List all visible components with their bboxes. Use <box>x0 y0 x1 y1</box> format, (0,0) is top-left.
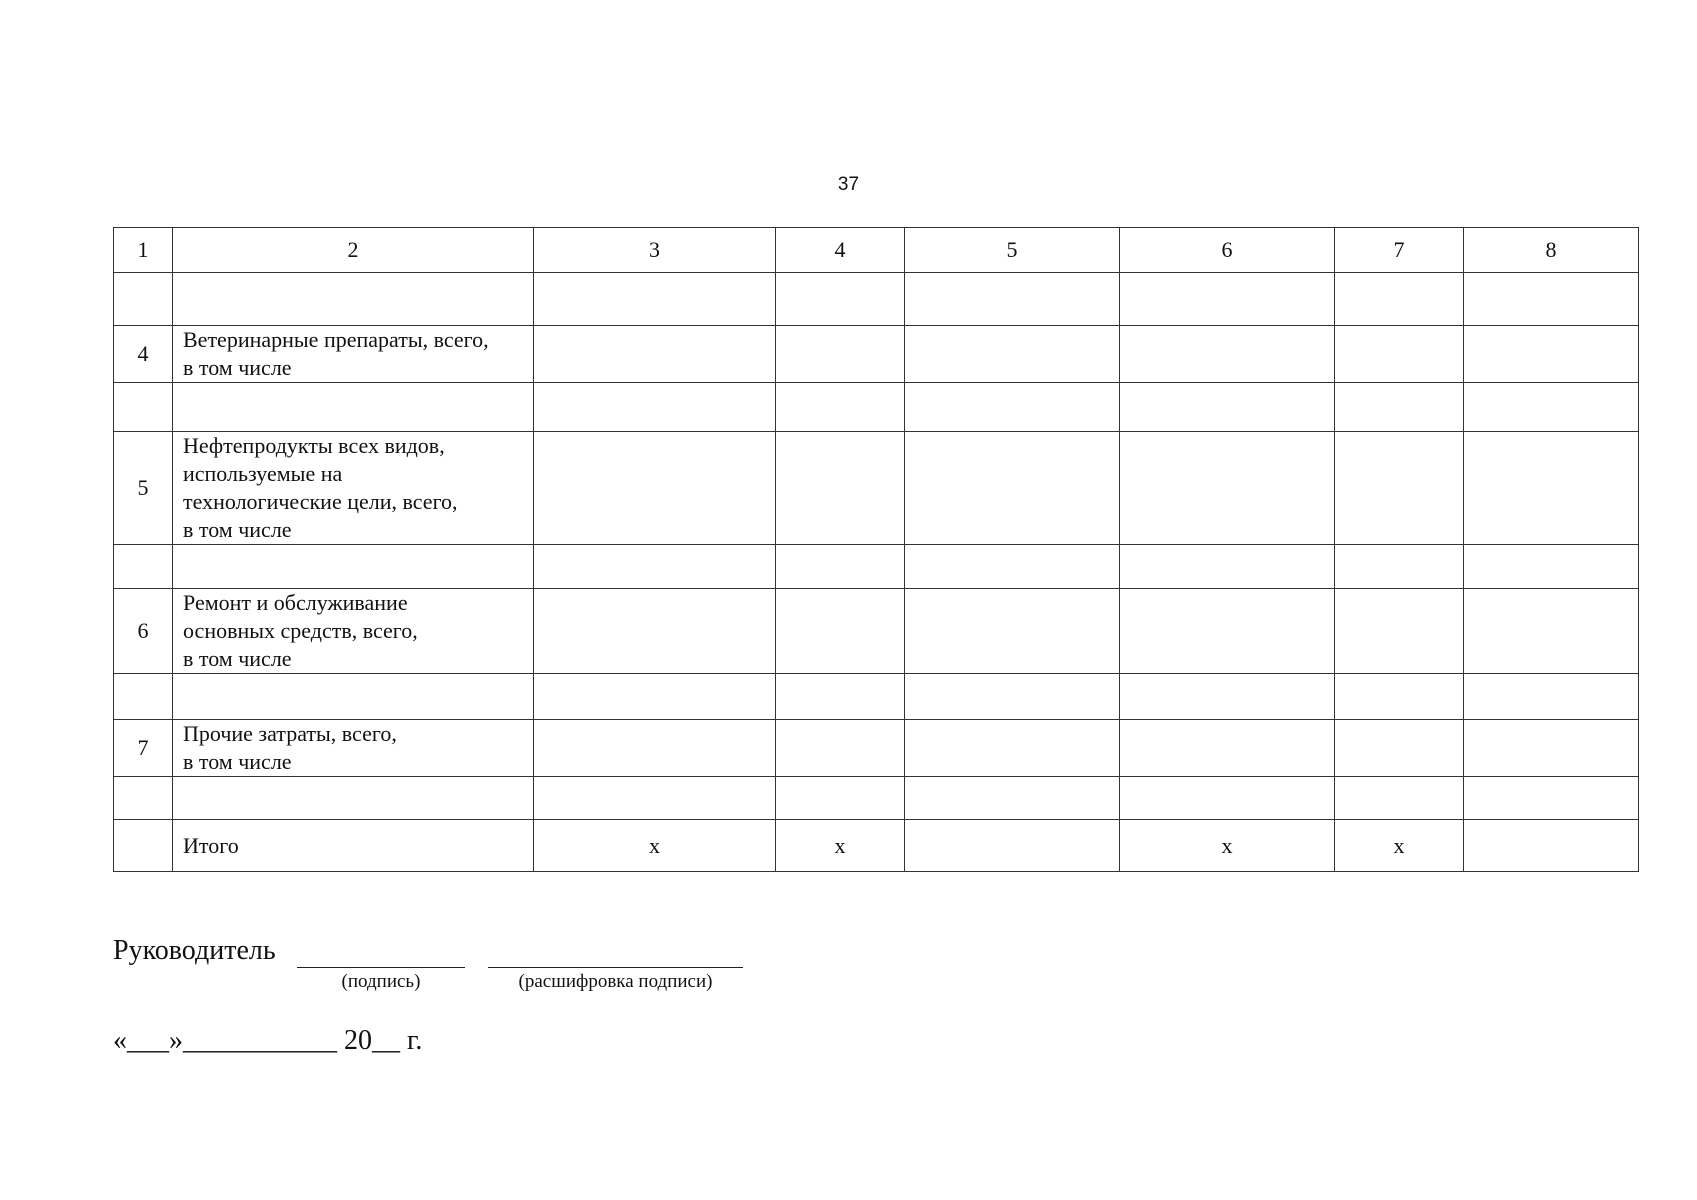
row-label-line: Прочие затраты, всего, <box>183 721 397 746</box>
data-cell-col-6 <box>1120 720 1335 777</box>
row-number-cell: 6 <box>114 589 173 674</box>
row-label-line: используемые на <box>183 461 343 486</box>
data-cell-col-5 <box>905 674 1120 720</box>
data-cell-col-3 <box>534 777 776 820</box>
data-cell-col-3 <box>534 674 776 720</box>
data-cell-col-7 <box>1335 326 1464 383</box>
header-cell-col-4: 4 <box>776 228 905 273</box>
header-cell-col-5: 5 <box>905 228 1120 273</box>
header-cell-col-2: 2 <box>173 228 534 273</box>
table-row <box>114 383 1639 432</box>
data-cell-col-7 <box>1335 777 1464 820</box>
data-cell-col-7 <box>1335 545 1464 589</box>
row-number-cell: 5 <box>114 432 173 545</box>
data-cell-col-4 <box>776 674 905 720</box>
data-cell-col-3 <box>534 589 776 674</box>
data-cell-col-3 <box>534 383 776 432</box>
data-cell-col-3 <box>534 720 776 777</box>
data-cell-col-3 <box>534 432 776 545</box>
table-header-row <box>114 228 1639 273</box>
table-row <box>114 326 1639 383</box>
row-label-line: в том числе <box>183 646 292 671</box>
data-cell-col-6 <box>1120 545 1335 589</box>
row-number-cell <box>114 820 173 872</box>
data-cell-col-8 <box>1464 777 1639 820</box>
header-cell-col-7: 7 <box>1335 228 1464 273</box>
data-cell-col-7 <box>1335 720 1464 777</box>
data-cell-col-6 <box>1120 383 1335 432</box>
table-row <box>114 432 1639 545</box>
data-cell-col-3 <box>534 273 776 326</box>
table-row <box>114 273 1639 326</box>
data-cell-col-4 <box>776 383 905 432</box>
data-cell-col-8 <box>1464 383 1639 432</box>
page-number: 37 <box>837 174 860 195</box>
table-row <box>114 589 1639 674</box>
header-cell-col-6: 6 <box>1120 228 1335 273</box>
data-cell-col-5 <box>905 326 1120 383</box>
data-cell-col-8 <box>1464 326 1639 383</box>
row-label-line: Ветеринарные препараты, всего, <box>183 327 489 352</box>
data-cell-col-6 <box>1120 273 1335 326</box>
data-cell-col-3 <box>534 545 776 589</box>
data-cell-col-3: х <box>534 820 776 872</box>
data-cell-col-8 <box>1464 674 1639 720</box>
data-cell-col-5 <box>905 589 1120 674</box>
row-label-line: в том числе <box>183 355 292 380</box>
row-label-cell <box>173 383 534 432</box>
data-cell-col-4 <box>776 326 905 383</box>
row-label-cell <box>173 720 534 777</box>
row-label-cell <box>173 545 534 589</box>
signature-title: Руководитель <box>113 935 276 966</box>
data-cell-col-7 <box>1335 432 1464 545</box>
row-label-cell <box>173 820 534 872</box>
table-row <box>114 720 1639 777</box>
row-label-cell <box>173 777 534 820</box>
data-cell-col-5 <box>905 720 1120 777</box>
data-cell-col-6 <box>1120 674 1335 720</box>
row-label-line: Нефтепродукты всех видов, <box>183 433 445 458</box>
data-cell-col-8 <box>1464 545 1639 589</box>
row-number-cell <box>114 777 173 820</box>
data-cell-col-6 <box>1120 432 1335 545</box>
data-cell-col-7: х <box>1335 820 1464 872</box>
data-cell-col-7 <box>1335 383 1464 432</box>
data-cell-col-7 <box>1335 674 1464 720</box>
signature-decoding-caption: (расшифровка подписи) <box>518 971 713 992</box>
data-cell-col-6 <box>1120 326 1335 383</box>
row-number-cell <box>114 383 173 432</box>
header-cell-col-3: 3 <box>534 228 776 273</box>
data-cell-col-4 <box>776 589 905 674</box>
row-label-line: Ремонт и обслуживание <box>183 590 408 615</box>
data-cell-col-7 <box>1335 589 1464 674</box>
row-label-line: в том числе <box>183 517 292 542</box>
date-line: «___»___________ 20__ г. <box>113 1025 423 1056</box>
data-cell-col-4 <box>776 432 905 545</box>
data-cell-col-5 <box>905 820 1120 872</box>
data-cell-col-4 <box>776 545 905 589</box>
table-body <box>114 228 1639 872</box>
row-number-cell <box>114 273 173 326</box>
row-label-line: в том числе <box>183 749 292 774</box>
row-label-cell <box>173 326 534 383</box>
row-number-cell <box>114 545 173 589</box>
row-label-cell <box>173 674 534 720</box>
data-cell-col-5 <box>905 383 1120 432</box>
data-cell-col-5 <box>905 273 1120 326</box>
data-cell-col-5 <box>905 545 1120 589</box>
data-cell-col-4 <box>776 720 905 777</box>
row-number-cell: 4 <box>114 326 173 383</box>
data-cell-col-7 <box>1335 273 1464 326</box>
report-table <box>113 227 1639 872</box>
data-cell-col-8 <box>1464 432 1639 545</box>
row-number-cell: 7 <box>114 720 173 777</box>
header-cell-col-1: 1 <box>114 228 173 273</box>
data-cell-col-4: х <box>776 820 905 872</box>
table-row <box>114 777 1639 820</box>
header-cell-col-8: 8 <box>1464 228 1639 273</box>
data-cell-col-6 <box>1120 777 1335 820</box>
row-label-line: Итого <box>183 832 239 858</box>
table-row <box>114 820 1639 872</box>
row-label-cell <box>173 589 534 674</box>
signature-decoding-line <box>488 967 743 968</box>
row-number-cell <box>114 674 173 720</box>
signature-caption: (подпись) <box>341 971 421 992</box>
data-cell-col-5 <box>905 777 1120 820</box>
data-cell-col-6 <box>1120 589 1335 674</box>
row-label-cell <box>173 432 534 545</box>
data-cell-col-3 <box>534 326 776 383</box>
table-row <box>114 545 1639 589</box>
data-cell-col-6: х <box>1120 820 1335 872</box>
table-row <box>114 674 1639 720</box>
data-cell-col-5 <box>905 432 1120 545</box>
row-label-line: технологические цели, всего, <box>183 489 458 514</box>
data-cell-col-4 <box>776 777 905 820</box>
row-label-line: основных средств, всего, <box>183 618 418 643</box>
signature-line <box>297 967 465 968</box>
data-cell-col-8 <box>1464 273 1639 326</box>
data-cell-col-8 <box>1464 720 1639 777</box>
data-cell-col-8 <box>1464 589 1639 674</box>
row-label-cell <box>173 273 534 326</box>
data-cell-col-8 <box>1464 820 1639 872</box>
data-cell-col-4 <box>776 273 905 326</box>
